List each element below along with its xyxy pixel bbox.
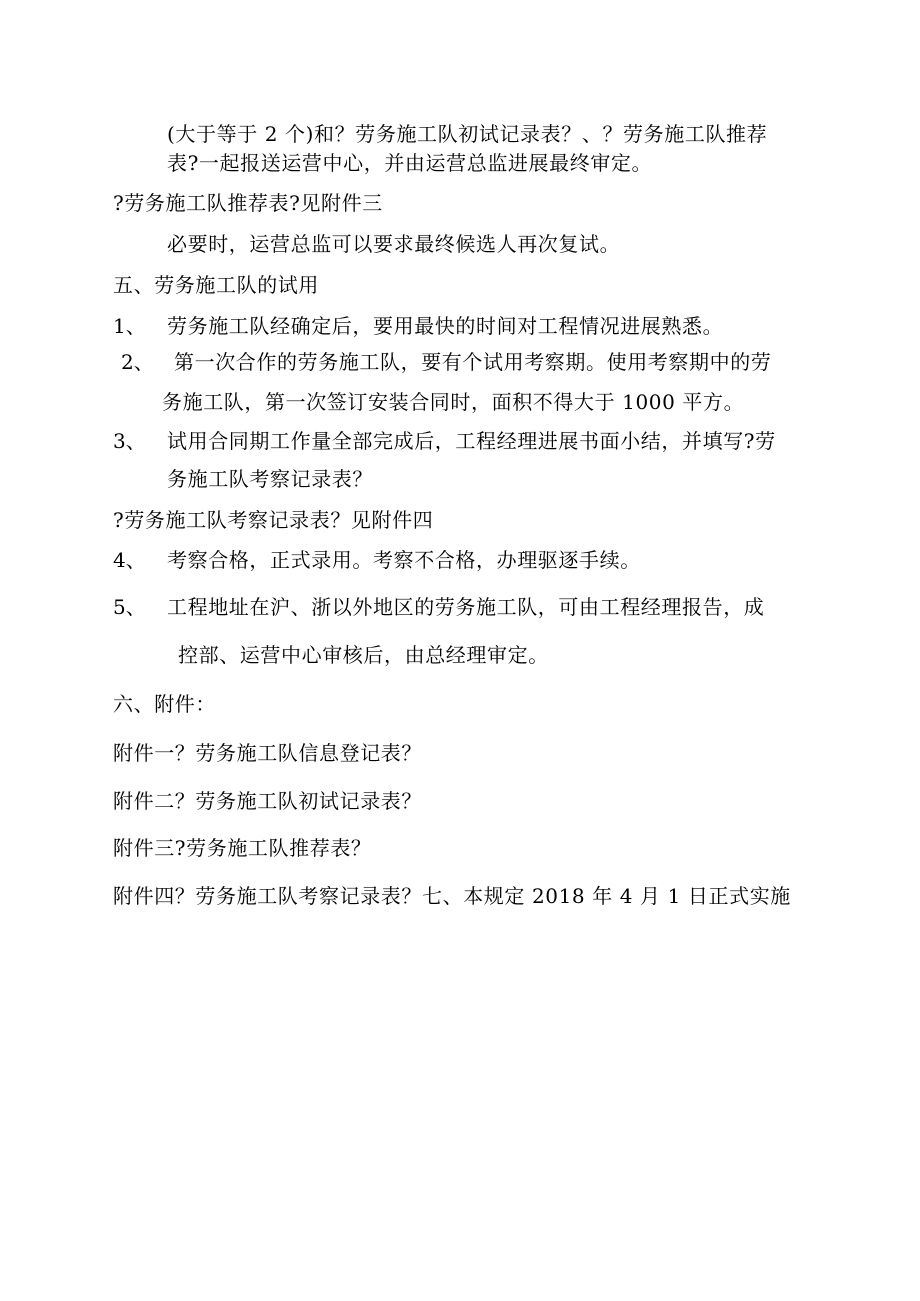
list-item-text: 务施工队，第一次签订安装合同时，面积不得大于 1000 平方。 [162, 390, 745, 414]
attachment-item: 附件四？劳务施工队考察记录表？七、本规定 2018 年 4 月 1 日正式实施 [113, 884, 791, 908]
attachment-item: 附件二？劳务施工队初试记录表？ [113, 789, 422, 813]
paragraph-line: 必要时，运营总监可以要求最终候选人再次复试。 [167, 232, 621, 256]
list-item-text: 第一次合作的劳务施工队，要有个试用考察期。使用考察期中的劳 [174, 350, 772, 374]
list-item-text: 工程地址在沪、浙以外地区的劳务施工队，可由工程经理报告，成 [167, 595, 765, 619]
list-item-number: 5、 [113, 595, 146, 619]
list-item-text: 控部、运营中心审核后，由总经理审定。 [178, 643, 549, 667]
list-item-text: 考察合格，正式录用。考察不合格，办理驱逐手续。 [167, 548, 641, 572]
attachment-item: 附件一？劳务施工队信息登记表？ [113, 741, 422, 765]
list-item-number: 3、 [113, 429, 146, 453]
list-item-text: 劳务施工队经确定后，要用最快的时间对工程情况进展熟悉。 [167, 314, 724, 338]
list-item-number: 1、 [113, 314, 146, 338]
paragraph-line: (大于等于 2 个)和？劳务施工队初试记录表？、？劳务施工队推荐 [167, 122, 768, 146]
paragraph-line: 表?一起报送运营中心，并由运营总监进展最终审定。 [167, 151, 653, 175]
section-heading: 六、附件： [113, 692, 216, 716]
section-heading: 五、劳务施工队的试用 [113, 273, 319, 297]
list-item-number: 4、 [113, 548, 146, 572]
list-item-text: 务施工队考察记录表？ [167, 467, 373, 491]
list-item-number: 2、 [121, 350, 154, 374]
attachment-item: 附件三?劳务施工队推荐表？ [113, 836, 372, 860]
paragraph-line: ?劳务施工队推荐表?见附件三 [113, 191, 383, 215]
list-item-text: 试用合同期工作量全部完成后，工程经理进展书面小结，并填写?劳 [167, 429, 776, 453]
paragraph-line: ?劳务施工队考察记录表？见附件四 [113, 508, 434, 532]
